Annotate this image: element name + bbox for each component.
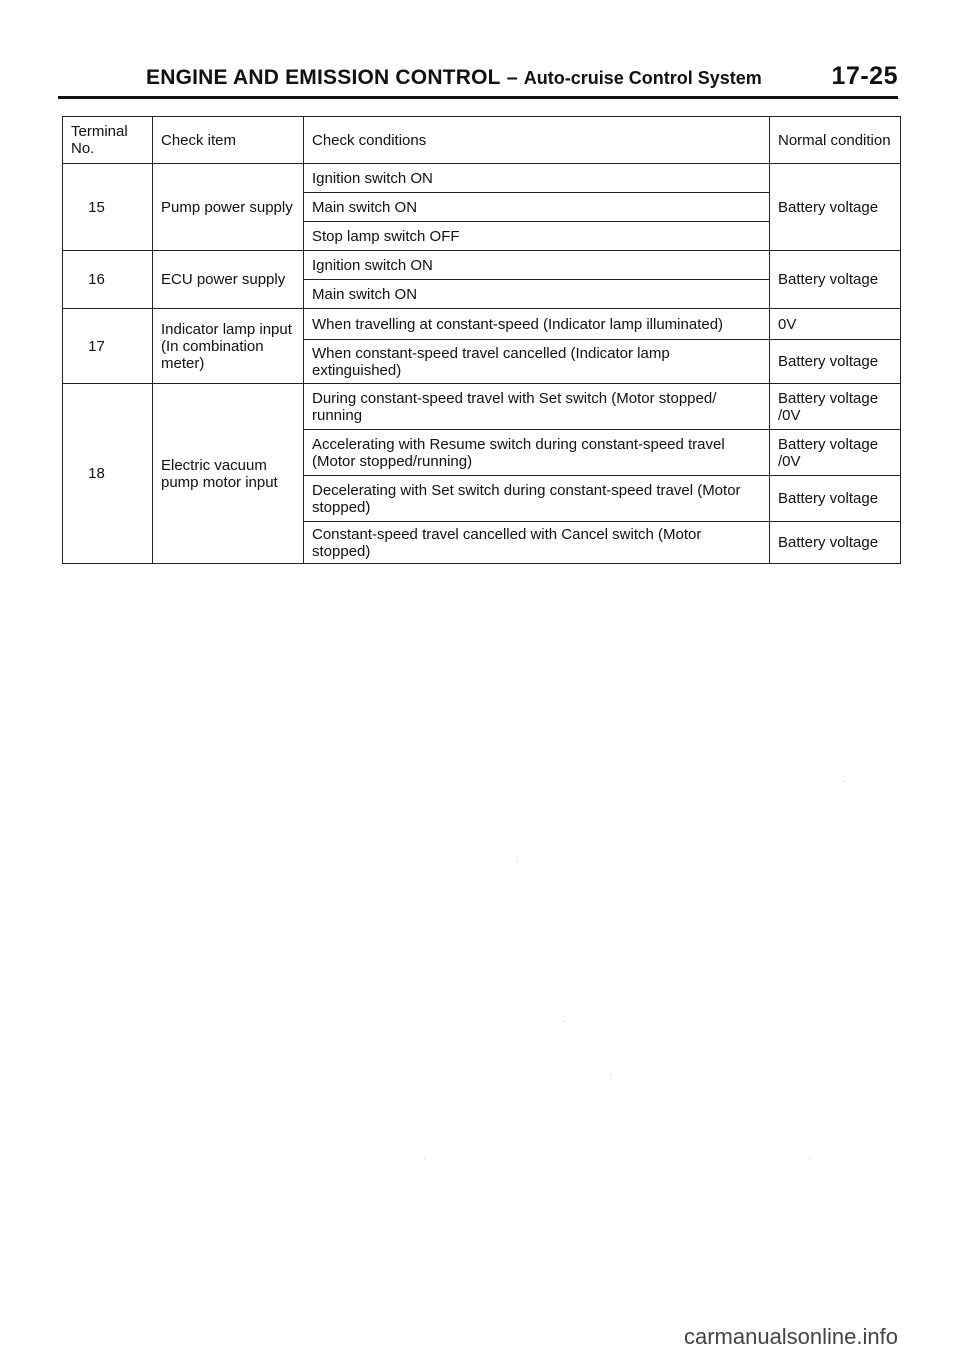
normal-condition: Battery voltage [770,522,901,564]
subsection-title: Auto-cruise Control System [523,68,762,88]
table-row [63,384,901,430]
column-header-check-item: Check item [153,117,304,164]
scan-speck [517,861,518,862]
table-row [63,309,901,340]
check-condition: Constant-speed travel cancelled with Cancel switch (Motor stopped) [304,522,770,564]
check-item: ECU power supply [153,251,304,309]
check-condition: Decelerating with Set switch during constant-speed travel (Motor stopped) [304,476,770,522]
header-title [146,66,762,90]
table-row [63,164,901,193]
column-header-normal-condition: Normal condition [770,117,901,164]
page-header [58,60,898,99]
title-separator: – [506,67,518,89]
check-condition: Main switch ON [304,193,770,222]
check-condition: During constant-speed travel with Set switch (Motor stopped/ running [304,384,770,430]
check-item: Electric vacuum pump motor input [153,384,304,564]
table-row [63,251,901,280]
normal-condition: Battery voltage /0V [770,384,901,430]
normal-condition: Battery voltage [770,476,901,522]
check-condition: Main switch ON [304,280,770,309]
terminal-number: 18 [63,384,153,564]
normal-condition: Battery voltage [770,251,901,309]
watermark: carmanualsonline.info [683,1324,898,1349]
column-header-check-conditions: Check conditions [304,117,770,164]
terminal-number: 15 [63,164,153,251]
column-header-terminal: Terminal No. [63,117,153,164]
normal-condition: Battery voltage /0V [770,430,901,476]
terminal-check-table [62,116,901,564]
scan-speck [809,1158,810,1159]
check-condition: Ignition switch ON [304,251,770,280]
scan-speck [424,1158,425,1159]
normal-condition: Battery voltage [770,340,901,384]
check-condition: Ignition switch ON [304,164,770,193]
scan-speck [843,781,844,782]
scan-speck [564,1021,565,1022]
check-item: Indicator lamp input (In combination meter) [153,309,304,384]
terminal-number: 16 [63,251,153,309]
scan-speck [610,1074,611,1075]
check-condition: When constant-speed travel cancelled (Indicator lamp extinguished) [304,340,770,384]
normal-condition: Battery voltage [770,164,901,251]
table-header-row [63,117,901,164]
terminal-number: 17 [63,309,153,384]
check-condition: When travelling at constant-speed (Indicator lamp illuminated) [304,309,770,340]
check-condition: Stop lamp switch OFF [304,222,770,251]
normal-condition: 0V [770,309,901,340]
check-item: Pump power supply [153,164,304,251]
check-condition: Accelerating with Resume switch during constant-speed travel (Motor stopped/running) [304,430,770,476]
page-number: 17-25 [831,62,898,90]
section-title: ENGINE AND EMISSION CONTROL [146,66,501,89]
